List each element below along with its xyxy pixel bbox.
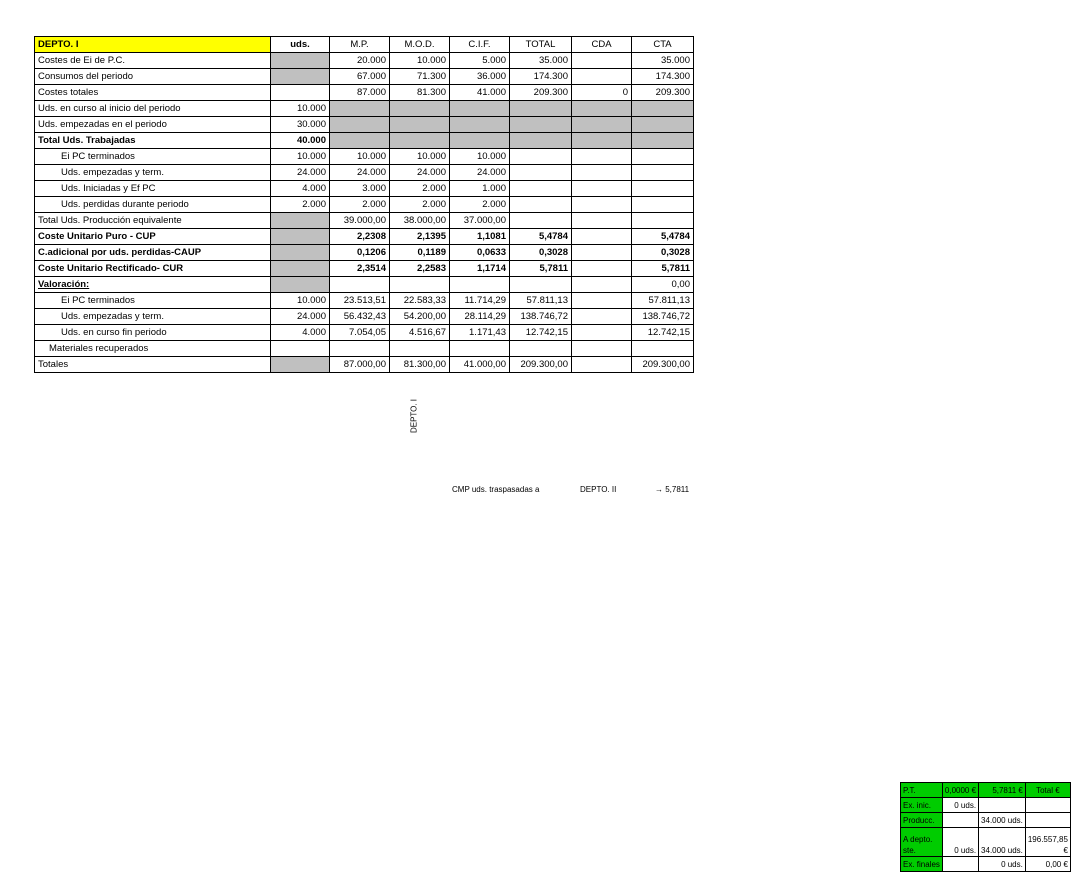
cell-cda (572, 53, 632, 69)
row-label: Uds. perdidas durante periodo (35, 197, 271, 213)
cell-mod: 81.300 (390, 85, 450, 101)
cell-uds (271, 69, 330, 85)
cell-total: 57.811,13 (510, 293, 572, 309)
summary-header-cell: 0,0000 € (942, 783, 978, 798)
row-label: Coste Unitario Rectificado- CUR (35, 261, 271, 277)
table-row (35, 261, 694, 277)
cell-cta: 209.300 (632, 85, 694, 101)
summary-header-row (901, 783, 1071, 798)
cell-total (510, 277, 572, 293)
cell-total: 174.300 (510, 69, 572, 85)
summary-row (901, 798, 1071, 813)
cell-uds: 24.000 (271, 309, 330, 325)
cell-cda (572, 325, 632, 341)
summary-cell (942, 857, 978, 872)
cell-cda (572, 117, 632, 133)
table-row (35, 101, 694, 117)
cell-total: 138.746,72 (510, 309, 572, 325)
table-row (35, 149, 694, 165)
cell-uds (271, 277, 330, 293)
cell-cda: 0 (572, 85, 632, 101)
cell-cta: 209.300,00 (632, 357, 694, 373)
column-header: M.P. (330, 37, 390, 53)
cell-cif (450, 277, 510, 293)
cell-uds (271, 213, 330, 229)
cell-uds (271, 357, 330, 373)
summary-cell: 34.000 uds. (979, 828, 1026, 857)
table-row (35, 229, 694, 245)
cell-cta (632, 197, 694, 213)
cell-cif: 1,1081 (450, 229, 510, 245)
summary-cell (1025, 813, 1070, 828)
cell-uds: 10.000 (271, 149, 330, 165)
summary-cell: 0 uds. (942, 828, 978, 857)
cell-cif: 41.000,00 (450, 357, 510, 373)
row-label: Materiales recuperados (35, 341, 271, 357)
cell-cta (632, 149, 694, 165)
cell-total (510, 213, 572, 229)
table-row (35, 277, 694, 293)
cell-uds: 24.000 (271, 165, 330, 181)
row-label: Costes de Ei de P.C. (35, 53, 271, 69)
cell-cif: 0,0633 (450, 245, 510, 261)
cell-total (510, 133, 572, 149)
table-row (35, 309, 694, 325)
cell-cif: 28.114,29 (450, 309, 510, 325)
cell-cif (450, 101, 510, 117)
cell-total: 5,7811 (510, 261, 572, 277)
cell-mod (390, 117, 450, 133)
cell-mp: 56.432,43 (330, 309, 390, 325)
cell-cif: 1,1714 (450, 261, 510, 277)
row-label: Total Uds. Trabajadas (35, 133, 271, 149)
cell-mp: 67.000 (330, 69, 390, 85)
cell-cif: 37.000,00 (450, 213, 510, 229)
cell-total: 5,4784 (510, 229, 572, 245)
cell-mod: 2,1395 (390, 229, 450, 245)
summary-cell: Ex. finales (901, 857, 943, 872)
row-label: Totales (35, 357, 271, 373)
cell-mod: 24.000 (390, 165, 450, 181)
row-label: Uds. empezadas y term. (35, 165, 271, 181)
cell-cda (572, 165, 632, 181)
footer-value: → 5,7811 (655, 485, 690, 494)
cell-cda (572, 149, 632, 165)
cell-mp: 2,3514 (330, 261, 390, 277)
summary-row (901, 857, 1071, 872)
cell-uds: 30.000 (271, 117, 330, 133)
cell-cda (572, 261, 632, 277)
footer-left: CMP uds. traspasadas a (452, 485, 540, 494)
cell-mod (390, 341, 450, 357)
summary-cell: 0 uds. (942, 798, 978, 813)
row-label: Valoración: (35, 277, 271, 293)
cell-mod: 2.000 (390, 197, 450, 213)
cost-table (34, 36, 694, 373)
cell-cda (572, 197, 632, 213)
cell-mod: 0,1189 (390, 245, 450, 261)
dept-vertical-label: DEPTO. I (409, 398, 419, 434)
cell-cif (450, 341, 510, 357)
cell-cif: 11.714,29 (450, 293, 510, 309)
summary-header-cell: 5,7811 € (979, 783, 1026, 798)
uds-header: uds. (271, 37, 330, 53)
cell-mp (330, 133, 390, 149)
cell-mod: 81.300,00 (390, 357, 450, 373)
cell-mod (390, 101, 450, 117)
summary-cell (942, 813, 978, 828)
cell-mp: 87.000,00 (330, 357, 390, 373)
cell-mod (390, 133, 450, 149)
column-header: CTA (632, 37, 694, 53)
cell-cta: 5,4784 (632, 229, 694, 245)
table-row (35, 325, 694, 341)
summary-cell (1025, 798, 1070, 813)
row-label: Uds. Iniciadas y Ef PC (35, 181, 271, 197)
cell-mod: 2.000 (390, 181, 450, 197)
cell-mod (390, 277, 450, 293)
summary-header-cell: Total € (1025, 783, 1070, 798)
cell-mod: 10.000 (390, 53, 450, 69)
cell-uds (271, 53, 330, 69)
cell-total: 209.300 (510, 85, 572, 101)
footer-dept: DEPTO. II (580, 485, 617, 494)
table-row (35, 293, 694, 309)
cell-mod: 22.583,33 (390, 293, 450, 309)
cell-cta: 0,3028 (632, 245, 694, 261)
cell-mp: 20.000 (330, 53, 390, 69)
cell-cda (572, 293, 632, 309)
cell-cta (632, 117, 694, 133)
cell-cta (632, 101, 694, 117)
cell-cta: 0,00 (632, 277, 694, 293)
cell-mp: 7.054,05 (330, 325, 390, 341)
cell-mp (330, 117, 390, 133)
cell-uds: 4.000 (271, 325, 330, 341)
cell-cif: 5.000 (450, 53, 510, 69)
cell-total (510, 341, 572, 357)
summary-cell (979, 798, 1026, 813)
table-row (35, 341, 694, 357)
summary-cell: Producc. (901, 813, 943, 828)
cell-total (510, 165, 572, 181)
dept-title: DEPTO. I (35, 37, 271, 53)
table-row (35, 133, 694, 149)
cell-cta (632, 213, 694, 229)
row-label: Ei PC terminados (35, 293, 271, 309)
row-label: Uds. en curso fin periodo (35, 325, 271, 341)
cell-cif: 41.000 (450, 85, 510, 101)
cell-total (510, 149, 572, 165)
cell-cif: 24.000 (450, 165, 510, 181)
table-row (35, 181, 694, 197)
cell-uds: 2.000 (271, 197, 330, 213)
column-header: CDA (572, 37, 632, 53)
cell-total (510, 181, 572, 197)
table-row (35, 165, 694, 181)
summary-cell: 196.557,85 € (1025, 828, 1070, 857)
cell-total (510, 197, 572, 213)
cell-uds: 10.000 (271, 293, 330, 309)
cell-total: 12.742,15 (510, 325, 572, 341)
cell-mp: 2,2308 (330, 229, 390, 245)
cost-sheet (34, 36, 694, 373)
column-header: C.I.F. (450, 37, 510, 53)
row-label: Coste Unitario Puro - CUP (35, 229, 271, 245)
cell-mp (330, 101, 390, 117)
cell-mod: 38.000,00 (390, 213, 450, 229)
summary-header-cell: P.T. (901, 783, 943, 798)
cell-cif: 36.000 (450, 69, 510, 85)
cell-mp (330, 341, 390, 357)
cell-cta: 57.811,13 (632, 293, 694, 309)
summary-cell: 34.000 uds. (979, 813, 1026, 828)
row-label: Uds. empezadas en el periodo (35, 117, 271, 133)
cell-cda (572, 245, 632, 261)
cell-cta: 5,7811 (632, 261, 694, 277)
cell-mp (330, 277, 390, 293)
cell-cif (450, 133, 510, 149)
cell-uds (271, 245, 330, 261)
cell-cta: 138.746,72 (632, 309, 694, 325)
cell-uds (271, 229, 330, 245)
cell-mod: 4.516,67 (390, 325, 450, 341)
cell-mp: 39.000,00 (330, 213, 390, 229)
cell-mp: 0,1206 (330, 245, 390, 261)
table-row (35, 197, 694, 213)
cell-total: 209.300,00 (510, 357, 572, 373)
cell-mp: 87.000 (330, 85, 390, 101)
cell-uds: 4.000 (271, 181, 330, 197)
cell-mod: 54.200,00 (390, 309, 450, 325)
cell-cif (450, 117, 510, 133)
cell-uds (271, 85, 330, 101)
cell-mod: 2,2583 (390, 261, 450, 277)
row-label: Uds. en curso al inicio del periodo (35, 101, 271, 117)
row-label: Uds. empezadas y term. (35, 309, 271, 325)
table-row (35, 117, 694, 133)
row-label: Ei PC terminados (35, 149, 271, 165)
row-label: Consumos del periodo (35, 69, 271, 85)
cell-mod: 10.000 (390, 149, 450, 165)
column-header: M.O.D. (390, 37, 450, 53)
cell-cda (572, 277, 632, 293)
cell-uds (271, 341, 330, 357)
cell-cda (572, 357, 632, 373)
summary-row (901, 813, 1071, 828)
row-label: C.adicional por uds. perdidas-CAUP (35, 245, 271, 261)
cell-cda (572, 101, 632, 117)
table-row (35, 245, 694, 261)
cell-cda (572, 181, 632, 197)
cell-uds: 40.000 (271, 133, 330, 149)
cell-mp: 3.000 (330, 181, 390, 197)
cell-cta (632, 133, 694, 149)
summary-row (901, 828, 1071, 857)
cell-cda (572, 229, 632, 245)
table-row (35, 85, 694, 101)
cell-cda (572, 133, 632, 149)
header-row (35, 37, 694, 53)
table-row (35, 69, 694, 85)
cell-cda (572, 309, 632, 325)
cell-cif: 1.171,43 (450, 325, 510, 341)
cell-total: 35.000 (510, 53, 572, 69)
cell-cif: 2.000 (450, 197, 510, 213)
cell-cda (572, 69, 632, 85)
summary-cell: 0 uds. (979, 857, 1026, 872)
cell-cta (632, 165, 694, 181)
cell-cif: 10.000 (450, 149, 510, 165)
cell-mod: 71.300 (390, 69, 450, 85)
summary-cell: Ex. inic. (901, 798, 943, 813)
cell-cta (632, 341, 694, 357)
cell-mp: 10.000 (330, 149, 390, 165)
table-row (35, 213, 694, 229)
cell-uds (271, 261, 330, 277)
cell-total (510, 117, 572, 133)
cell-cta: 12.742,15 (632, 325, 694, 341)
column-header: TOTAL (510, 37, 572, 53)
cell-cta (632, 181, 694, 197)
cell-mp: 23.513,51 (330, 293, 390, 309)
row-label: Total Uds. Producción equivalente (35, 213, 271, 229)
cell-uds: 10.000 (271, 101, 330, 117)
cell-cda (572, 213, 632, 229)
table-row (35, 53, 694, 69)
cell-cif: 1.000 (450, 181, 510, 197)
cell-cta: 174.300 (632, 69, 694, 85)
cell-total: 0,3028 (510, 245, 572, 261)
row-label: Costes totales (35, 85, 271, 101)
cell-total (510, 101, 572, 117)
cell-mp: 2.000 (330, 197, 390, 213)
summary-cell: A depto. ste. (901, 828, 943, 857)
cell-cta: 35.000 (632, 53, 694, 69)
table-row (35, 357, 694, 373)
summary-table (900, 782, 1071, 872)
cell-mp: 24.000 (330, 165, 390, 181)
summary-cell: 0,00 € (1025, 857, 1070, 872)
cell-cda (572, 341, 632, 357)
